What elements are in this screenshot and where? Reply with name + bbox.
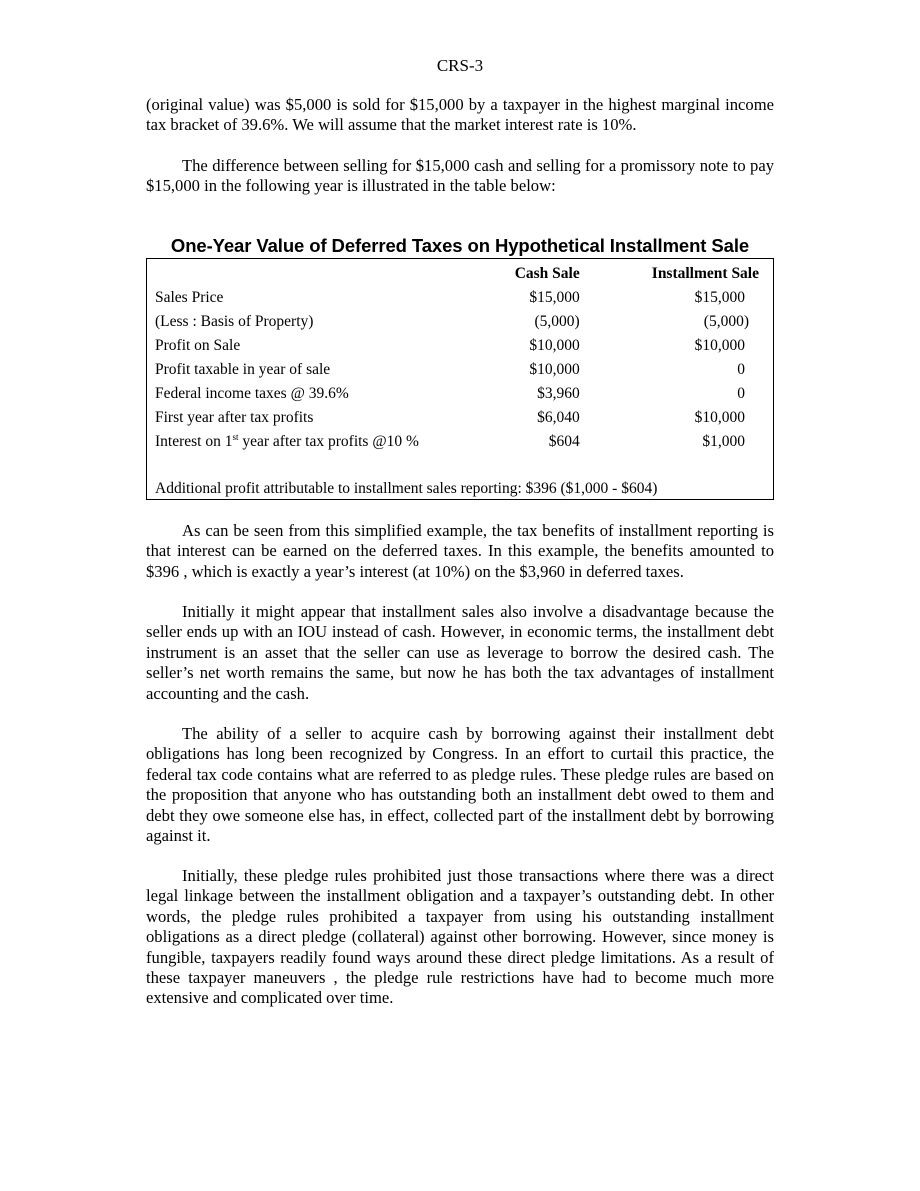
paragraph-3: As can be seen from this simplified example, the tax benefits of installment reporting is that interest can be earned on the deferred taxes. In this example, the benefits amounted to $396 , which is exactly a year’s interest (at 10%) on the $3,960 in deferred taxes. <box>146 521 774 581</box>
installment-sale-table <box>146 258 774 500</box>
paragraph-5: The ability of a seller to acquire cash by borrowing against their installment debt obligations has long been recognized by Congress. In an effort to curtail this practice, the federal tax code contains what are referred to as pledge rules. These pledge rules are based on the proposition that anyone who has outstanding both an installment debt owed to them and debt they owe someone else has, in effect, collected part of the installment debt by borrowing against it. <box>146 724 774 846</box>
table-row <box>155 430 765 454</box>
header-blank <box>155 262 483 286</box>
table-header-row <box>155 262 765 286</box>
installment-value: $10,000 <box>694 337 745 354</box>
cash-value: $10,000 <box>529 361 580 378</box>
cash-value: (5,000) <box>534 313 580 330</box>
row-label: Sales Price <box>155 289 224 306</box>
installment-value: $1,000 <box>702 433 745 450</box>
row-label: Profit taxable in year of sale <box>155 361 331 378</box>
paragraph-6: Initially, these pledge rules prohibited just those transactions where there was a direct legal linkage between the installment obligation and a taxpayer’s outstanding debt. In other words, the pledge rules prohibited a taxpayer from using his outstanding installment obligations as a direct pledge (collateral) against other borrowing. However, since money is fungible, taxpayers readily found ways around these direct pledge limitations. As a result of these taxpayer maneuvers , the pledge rule restrictions have had to become much more extensive and complicated over time. <box>146 866 774 1008</box>
installment-value: 0 <box>737 385 745 402</box>
row-label: (Less : Basis of Property) <box>155 313 314 330</box>
row-label: Federal income taxes @ 39.6% <box>155 385 349 402</box>
cash-value: $6,040 <box>537 409 580 426</box>
row-label: Interest on 1st year after tax profits @10 % <box>155 431 419 450</box>
table-title: One-Year Value of Deferred Taxes on Hypothetical Installment Sale <box>170 235 750 256</box>
table-row <box>155 310 765 334</box>
paragraph-2: The difference between selling for $15,000 cash and selling for a promissory note to pay $15,000 in the following year is illustrated in the table below: <box>146 156 774 196</box>
installment-value: 0 <box>737 361 745 378</box>
paragraph-1: (original value) was $5,000 is sold for $15,000 by a taxpayer in the highest marginal income tax bracket of 39.6%. We will assume that the market interest rate is 10%. <box>146 95 774 135</box>
table-row <box>155 358 765 382</box>
row-label: First year after tax profits <box>155 409 314 426</box>
table-row <box>155 334 765 358</box>
paragraph-4: Initially it might appear that installment sales also involve a disadvantage because the seller ends up with an IOU instead of cash. However, in economic terms, the installment debt instrument is an asset that the seller can use as leverage to borrow the desired cash. The seller’s net worth remains the same, but now he has both the tax advantages of installment accounting and the cash. <box>146 602 774 703</box>
table-row <box>155 286 765 310</box>
installment-value: $15,000 <box>694 289 745 306</box>
header-cash-sale: Cash Sale <box>514 265 580 282</box>
cash-value: $3,960 <box>537 385 580 402</box>
cash-value: $604 <box>548 433 580 450</box>
row-label: Profit on Sale <box>155 337 241 354</box>
installment-value: (5,000) <box>703 313 749 330</box>
header-installment-sale: Installment Sale <box>651 265 759 282</box>
cash-value: $15,000 <box>529 289 580 306</box>
cash-value: $10,000 <box>529 337 580 354</box>
table-grid <box>155 262 765 454</box>
installment-value: $10,000 <box>694 409 745 426</box>
table-row <box>155 406 765 430</box>
table-footnote: Additional profit attributable to installment sales reporting: $396 ($1,000 - $604) <box>155 480 658 497</box>
table-row <box>155 382 765 406</box>
page-number-header: CRS-3 <box>436 56 484 75</box>
